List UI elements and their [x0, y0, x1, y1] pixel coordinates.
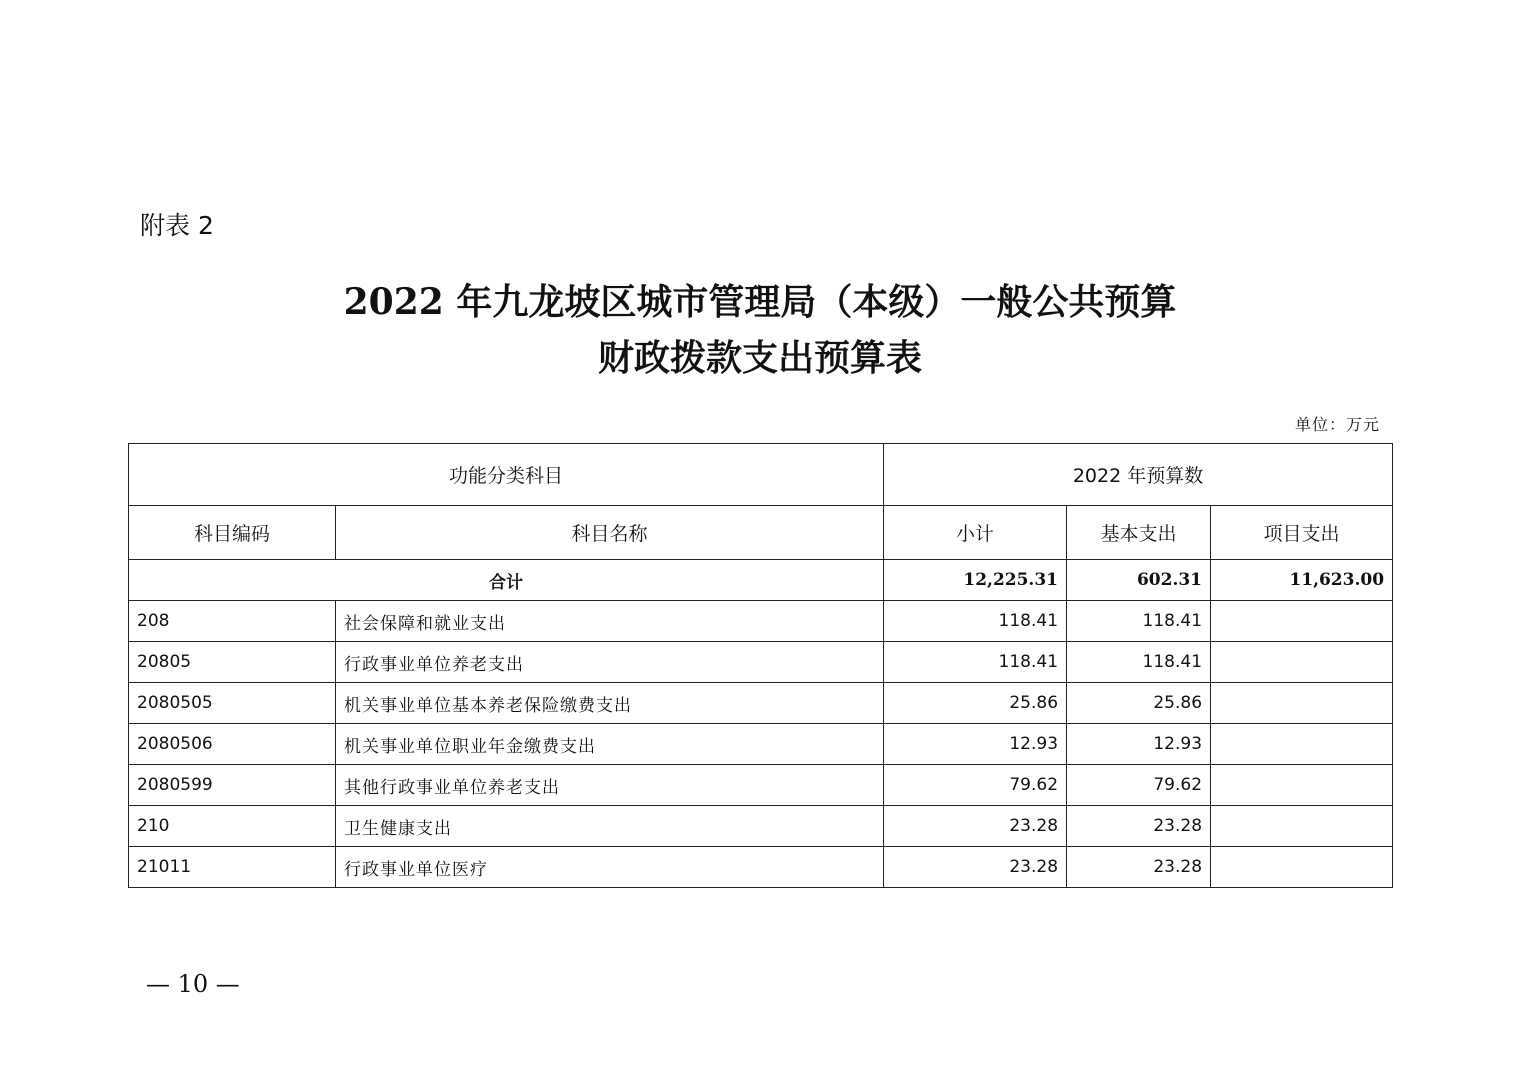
- table-row: [129, 847, 1393, 888]
- table-group-header-row: [129, 444, 1393, 506]
- total-subtotal: 12,225.31: [884, 560, 1067, 601]
- column-header-project: 项目支出: [1211, 506, 1393, 560]
- row-name: 机关事业单位基本养老保险缴费支出: [336, 683, 884, 724]
- row-name: 行政事业单位医疗: [336, 847, 884, 888]
- row-code: 2080599: [129, 765, 336, 806]
- column-header-basic: 基本支出: [1067, 506, 1211, 560]
- row-name: 机关事业单位职业年金缴费支出: [336, 724, 884, 765]
- table-row: [129, 724, 1393, 765]
- page-number: — 10 —: [146, 970, 240, 998]
- row-project: [1211, 683, 1393, 724]
- table-row: [129, 601, 1393, 642]
- column-header-name: 科目名称: [336, 506, 884, 560]
- row-basic: 118.41: [1067, 601, 1211, 642]
- row-subtotal: 25.86: [884, 683, 1067, 724]
- row-basic: 25.86: [1067, 683, 1211, 724]
- row-project: [1211, 765, 1393, 806]
- row-basic: 23.28: [1067, 847, 1211, 888]
- row-name: 社会保障和就业支出: [336, 601, 884, 642]
- page-title-line1: 2022 年九龙坡区城市管理局（本级）一般公共预算: [343, 281, 1177, 323]
- row-code: 208: [129, 601, 336, 642]
- row-basic: 23.28: [1067, 806, 1211, 847]
- row-subtotal: 23.28: [884, 847, 1067, 888]
- total-basic: 602.31: [1067, 560, 1211, 601]
- row-name: 卫生健康支出: [336, 806, 884, 847]
- row-subtotal: 23.28: [884, 806, 1067, 847]
- row-code: 2080506: [129, 724, 336, 765]
- row-name: 其他行政事业单位养老支出: [336, 765, 884, 806]
- row-name: 行政事业单位养老支出: [336, 642, 884, 683]
- table-row: [129, 806, 1393, 847]
- total-label: 合计: [129, 560, 884, 601]
- row-basic: 12.93: [1067, 724, 1211, 765]
- column-header-subtotal: 小计: [884, 506, 1067, 560]
- total-project: 11,623.00: [1211, 560, 1393, 601]
- page-title-line2: 财政拨款支出预算表: [597, 337, 922, 379]
- table-row: [129, 765, 1393, 806]
- row-project: [1211, 642, 1393, 683]
- attachment-label: 附表 2: [140, 211, 214, 240]
- row-subtotal: 118.41: [884, 642, 1067, 683]
- budget-table: [128, 443, 1393, 888]
- group-header-budget-2022: 2022 年预算数: [884, 444, 1393, 506]
- row-code: 20805: [129, 642, 336, 683]
- table-row: [129, 642, 1393, 683]
- table-column-header-row: [129, 506, 1393, 560]
- column-header-code: 科目编码: [129, 506, 336, 560]
- row-code: 21011: [129, 847, 336, 888]
- row-project: [1211, 847, 1393, 888]
- total-row: [129, 560, 1393, 601]
- group-header-functional-category: 功能分类科目: [129, 444, 884, 506]
- row-code: 2080505: [129, 683, 336, 724]
- row-code: 210: [129, 806, 336, 847]
- row-subtotal: 79.62: [884, 765, 1067, 806]
- row-subtotal: 118.41: [884, 601, 1067, 642]
- row-basic: 79.62: [1067, 765, 1211, 806]
- unit-label: 单位：万元: [1294, 415, 1380, 434]
- table-row: [129, 683, 1393, 724]
- row-subtotal: 12.93: [884, 724, 1067, 765]
- row-project: [1211, 601, 1393, 642]
- row-project: [1211, 724, 1393, 765]
- row-project: [1211, 806, 1393, 847]
- row-basic: 118.41: [1067, 642, 1211, 683]
